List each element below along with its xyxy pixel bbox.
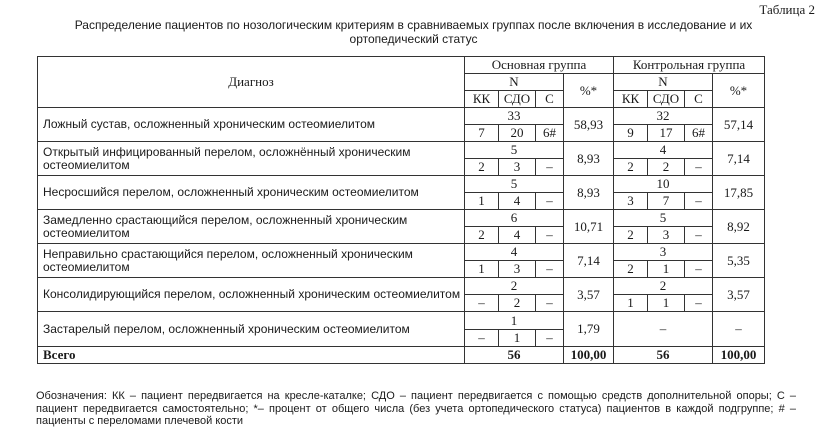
control-sdo-cell: 3 bbox=[648, 227, 685, 244]
diagnosis-cell: Неправильно срастающийся перелом, осложненный хроническим остеомиелитом bbox=[38, 244, 465, 278]
control-n-cell: – bbox=[614, 312, 713, 347]
main-kk-cell: 1 bbox=[465, 261, 499, 278]
table-row bbox=[38, 244, 765, 261]
total-row bbox=[38, 347, 765, 364]
main-c-cell: 6# bbox=[536, 125, 564, 142]
control-n-header: N bbox=[614, 74, 713, 91]
main-pct-cell: 8,93 bbox=[564, 176, 614, 210]
main-group-header: Основная группа bbox=[465, 57, 614, 74]
main-pct-cell: 7,14 bbox=[564, 244, 614, 278]
control-kk-cell: 2 bbox=[614, 261, 648, 278]
control-kk-header: КК bbox=[614, 91, 648, 108]
main-pct-cell: 1,79 bbox=[564, 312, 614, 347]
control-pct-cell: 17,85 bbox=[713, 176, 765, 210]
diagnosis-header: Диагноз bbox=[38, 57, 465, 108]
table-caption: Распределение пациентов по нозологическим критериям в сравниваемых группах после включения в исследование и их ортопедический статус bbox=[74, 18, 753, 46]
control-n-cell: 3 bbox=[614, 244, 713, 261]
main-n-cell: 1 bbox=[465, 312, 564, 330]
control-kk-cell: 1 bbox=[614, 295, 648, 312]
control-c-cell: – bbox=[685, 227, 713, 244]
diagnosis-cell: Несросшийся перелом, осложненный хроническим остеомиелитом bbox=[38, 176, 465, 210]
main-sdo-cell: 4 bbox=[499, 193, 536, 210]
control-c-cell: – bbox=[685, 295, 713, 312]
table-row bbox=[38, 176, 765, 193]
control-kk-cell: 9 bbox=[614, 125, 648, 142]
table-row bbox=[38, 142, 765, 159]
control-kk-cell: 2 bbox=[614, 159, 648, 176]
diagnosis-cell: Застарелый перелом, осложненный хроническим остеомиелитом bbox=[38, 312, 465, 347]
control-pct-cell: – bbox=[713, 312, 765, 347]
main-sdo-cell: 20 bbox=[499, 125, 536, 142]
control-pct-cell: 5,35 bbox=[713, 244, 765, 278]
main-c-cell: – bbox=[536, 159, 564, 176]
main-sdo-cell: 2 bbox=[499, 295, 536, 312]
table-number: Таблица 2 bbox=[759, 2, 815, 17]
table-row bbox=[38, 210, 765, 227]
control-pct-header: %* bbox=[713, 74, 765, 108]
main-n-cell: 2 bbox=[465, 278, 564, 295]
main-n-cell: 4 bbox=[465, 244, 564, 261]
control-n-cell: 2 bbox=[614, 278, 713, 295]
main-n-cell: 5 bbox=[465, 142, 564, 159]
main-pct-cell: 3,57 bbox=[564, 278, 614, 312]
main-kk-cell: 7 bbox=[465, 125, 499, 142]
control-c-header: С bbox=[685, 91, 713, 108]
main-sdo-cell: 1 bbox=[499, 330, 536, 347]
main-c-cell: – bbox=[536, 261, 564, 278]
control-n-cell: 4 bbox=[614, 142, 713, 159]
control-sdo-cell: 2 bbox=[648, 159, 685, 176]
main-pct-header: %* bbox=[564, 74, 614, 108]
main-kk-cell: 2 bbox=[465, 227, 499, 244]
control-n-cell: 10 bbox=[614, 176, 713, 193]
control-pct-cell: 3,57 bbox=[713, 278, 765, 312]
control-c-cell: – bbox=[685, 159, 713, 176]
table-row bbox=[38, 108, 765, 125]
main-n-header: N bbox=[465, 74, 564, 91]
main-c-header: С bbox=[536, 91, 564, 108]
main-total-n: 56 bbox=[465, 347, 564, 364]
table-row bbox=[38, 278, 765, 295]
control-sdo-header: СДО bbox=[648, 91, 685, 108]
diagnosis-cell: Открытый инфицированный перелом, осложнённый хроническим остеомиелитом bbox=[38, 142, 465, 176]
control-total-pct: 100,00 bbox=[713, 347, 765, 364]
control-n-cell: 5 bbox=[614, 210, 713, 227]
diagnosis-cell: Замедленно срастающийся перелом, осложненный хроническим остеомиелитом bbox=[38, 210, 465, 244]
table-notes: Обозначения: КК – пациент передвигается на кресле-каталке; СДО – пациент передвигается с помощью средств дополнительной опоры; С – пациент передвигается самостоятельно; *– процент от общего числа (без учета ортопедического статуса) пациентов в каждой подгруппе; # – пациенты с переломами плечевой кости bbox=[36, 390, 796, 427]
control-sdo-cell: 1 bbox=[648, 295, 685, 312]
main-c-cell: – bbox=[536, 193, 564, 210]
main-total-pct: 100,00 bbox=[564, 347, 614, 364]
main-n-cell: 5 bbox=[465, 176, 564, 193]
control-group-header: Контрольная группа bbox=[614, 57, 765, 74]
diagnosis-cell: Ложный сустав, осложненный хроническим остеомиелитом bbox=[38, 108, 465, 142]
main-pct-cell: 8,93 bbox=[564, 142, 614, 176]
main-kk-cell: – bbox=[465, 330, 499, 347]
control-kk-cell: 2 bbox=[614, 227, 648, 244]
main-pct-cell: 10,71 bbox=[564, 210, 614, 244]
control-total-n: 56 bbox=[614, 347, 713, 364]
control-pct-cell: 7,14 bbox=[713, 142, 765, 176]
control-sdo-cell: 17 bbox=[648, 125, 685, 142]
control-pct-cell: 8,92 bbox=[713, 210, 765, 244]
main-sdo-cell: 3 bbox=[499, 261, 536, 278]
control-c-cell: – bbox=[685, 193, 713, 210]
control-kk-cell: 3 bbox=[614, 193, 648, 210]
main-kk-cell: – bbox=[465, 295, 499, 312]
main-c-cell: – bbox=[536, 227, 564, 244]
main-sdo-cell: 3 bbox=[499, 159, 536, 176]
main-c-cell: – bbox=[536, 330, 564, 347]
control-sdo-cell: 1 bbox=[648, 261, 685, 278]
control-c-cell: 6# bbox=[685, 125, 713, 142]
main-n-cell: 6 bbox=[465, 210, 564, 227]
control-sdo-cell: 7 bbox=[648, 193, 685, 210]
main-kk-cell: 2 bbox=[465, 159, 499, 176]
table-row bbox=[38, 312, 765, 330]
total-label: Всего bbox=[38, 347, 465, 364]
control-c-cell: – bbox=[685, 261, 713, 278]
control-n-cell: 32 bbox=[614, 108, 713, 125]
patient-distribution-table bbox=[37, 56, 765, 364]
control-pct-cell: 57,14 bbox=[713, 108, 765, 142]
main-sdo-cell: 4 bbox=[499, 227, 536, 244]
main-sdo-header: СДО bbox=[499, 91, 536, 108]
main-pct-cell: 58,93 bbox=[564, 108, 614, 142]
main-n-cell: 33 bbox=[465, 108, 564, 125]
main-kk-header: КК bbox=[465, 91, 499, 108]
main-kk-cell: 1 bbox=[465, 193, 499, 210]
diagnosis-cell: Консолидирующийся перелом, осложненный хроническим остеомиелитом bbox=[38, 278, 465, 312]
main-c-cell: – bbox=[536, 295, 564, 312]
